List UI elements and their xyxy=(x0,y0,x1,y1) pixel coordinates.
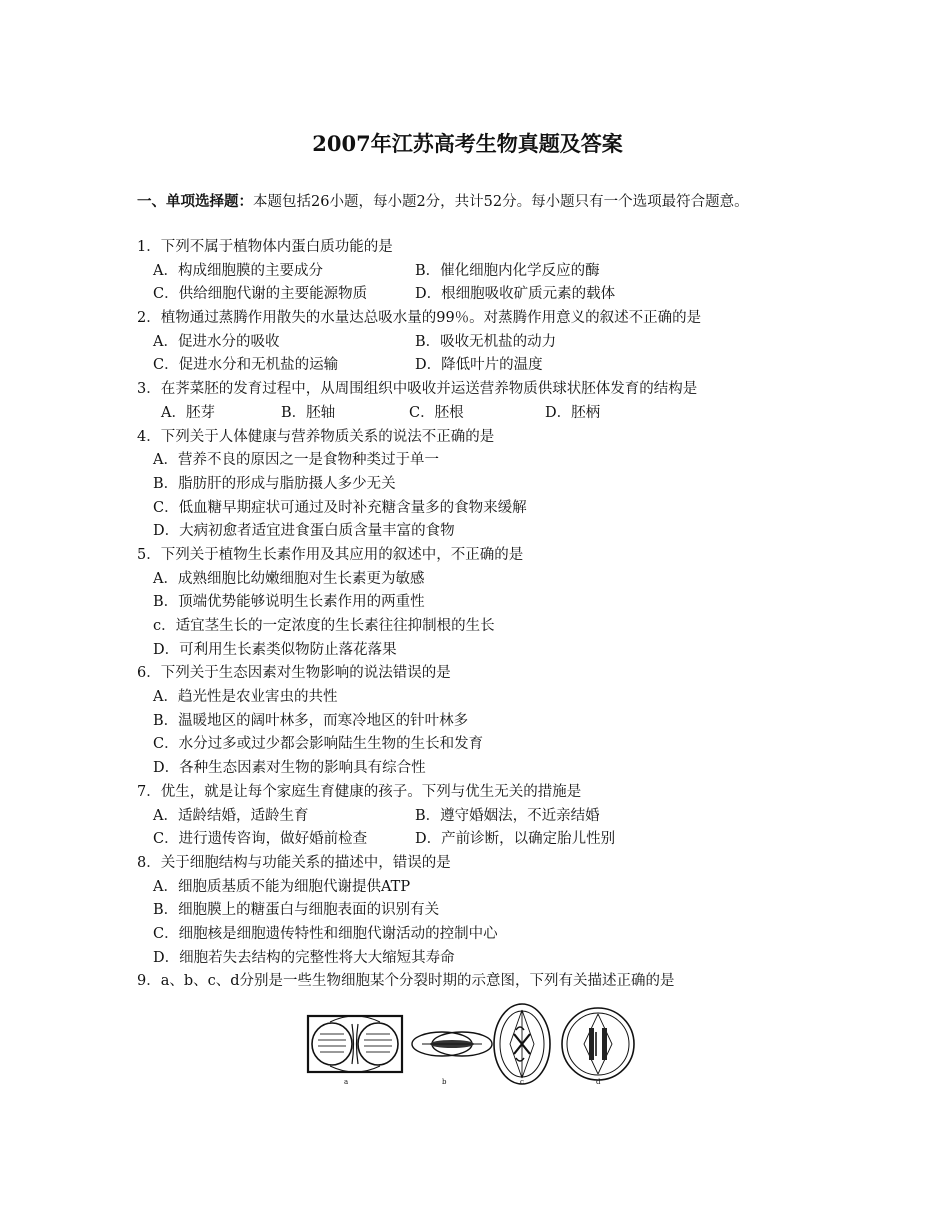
option-row xyxy=(137,733,897,757)
option: B．胚轴 xyxy=(281,404,336,421)
option: D．各种生态因素对生物的影响具有综合性 xyxy=(153,760,426,777)
option: A．成熟细胞比幼嫩细胞对生长素更为敏感 xyxy=(153,570,425,587)
question-stem: 6．下列关于生态因素对生物影响的说法错误的是 xyxy=(137,665,451,682)
option: A．胚芽 xyxy=(161,404,215,421)
option: B．脂肪肝的形成与脂肪摄人多少无关 xyxy=(153,475,396,492)
option: D．降低叶片的温度 xyxy=(415,357,543,374)
section-description: 本题包括26小题，每小题2分，共计52分。每小题只有一个选项最符合题意。 xyxy=(253,194,749,210)
question-stem: 2．植物通过蒸腾作用散失的水量达总吸水量的99％。对蒸腾作用意义的叙述不正确的是 xyxy=(137,310,702,327)
option: C．低血糖早期症状可通过及时补充糖含量多的食物来缓解 xyxy=(153,499,527,516)
option: c．适宜茎生长的一定浓度的生长素往往抑制根的生长 xyxy=(153,618,495,634)
option-row xyxy=(137,260,897,284)
option: D．胚柄 xyxy=(545,404,601,421)
option: C．促进水分和无机盐的运输 xyxy=(153,357,339,374)
option: B．催化细胞内化学反应的酶 xyxy=(415,262,600,279)
option-row xyxy=(137,686,897,710)
question-stem: 8．关于细胞结构与功能关系的描述中，错误的是 xyxy=(137,854,451,871)
option-row xyxy=(137,354,897,378)
figure-label: d xyxy=(596,1078,601,1086)
option: D．根细胞吸收矿质元素的载体 xyxy=(415,286,616,303)
option-row xyxy=(137,449,897,473)
cell-d-diagram xyxy=(562,1008,634,1080)
option-row xyxy=(137,923,897,947)
option: C．水分过多或过少都会影响陆生生物的生长和发育 xyxy=(153,736,484,753)
option: A．促进水分的吸收 xyxy=(153,333,280,350)
option: B．细胞膜上的糖蛋白与细胞表面的识别有关 xyxy=(153,902,440,919)
question-list xyxy=(137,236,897,994)
option-row xyxy=(137,568,897,592)
option-row xyxy=(137,805,897,829)
option-row xyxy=(137,757,897,781)
option-row xyxy=(137,876,897,900)
option: C．细胞核是细胞遗传特性和细胞代谢活动的控制中心 xyxy=(153,925,498,942)
option-row xyxy=(137,283,897,307)
option: C．胚根 xyxy=(409,404,464,421)
option: C．进行遗传咨询，做好婚前检查 xyxy=(153,831,368,848)
option-row xyxy=(137,497,897,521)
question-stem: 5．下列关于植物生长素作用及其应用的叙述中，不正确的是 xyxy=(137,546,524,563)
option-row xyxy=(137,899,897,923)
option: A．趋光性是农业害虫的共性 xyxy=(153,689,338,706)
figure-label: b xyxy=(442,1078,447,1086)
option-row xyxy=(137,615,897,639)
option: B．遵守婚姻法，不近亲结婚 xyxy=(415,807,600,824)
option: C．供给细胞代谢的主要能源物质 xyxy=(153,286,368,303)
option: A．营养不良的原因之一是食物种类过于单一 xyxy=(153,452,439,469)
cell-a-diagram xyxy=(308,1016,402,1072)
option-row xyxy=(137,402,897,426)
section-heading xyxy=(137,190,749,211)
figure-label: a xyxy=(344,1078,349,1086)
cell-c-diagram xyxy=(494,1004,550,1084)
figure-label: c xyxy=(520,1078,524,1086)
section-head: 一、单项选择题： xyxy=(137,193,253,210)
question-stem: 9．a、b、c、d分别是一些生物细胞某个分裂时期的示意图，下列有关描述正确的是 xyxy=(137,973,675,990)
cell-division-figure xyxy=(300,1000,640,1090)
option: B．温暖地区的阔叶林多，而寒冷地区的针叶林多 xyxy=(153,712,469,729)
option-row xyxy=(137,828,897,852)
option: D．大病初愈者适宜进食蛋白质含量丰富的食物 xyxy=(153,523,455,540)
option: A．适龄结婚，适龄生育 xyxy=(153,807,309,824)
option: D．细胞若失去结构的完整性将大大缩短其寿命 xyxy=(153,949,455,966)
cell-b-diagram xyxy=(412,1032,492,1056)
question-stem: 3．在荠菜胚的发育过程中，从周围组织中吸收并运送营养物质供球状胚体发育的结构是 xyxy=(137,381,698,398)
question-stem: 4．下列关于人体健康与营养物质关系的说法不正确的是 xyxy=(137,428,495,445)
option-row xyxy=(137,710,897,734)
option: B．吸收无机盐的动力 xyxy=(415,333,557,350)
option: A．构成细胞膜的主要成分 xyxy=(153,262,323,279)
question-stem: 1．下列不属于植物体内蛋白质功能的是 xyxy=(137,239,393,255)
page-title: 2007年江苏高考生物真题及答案 xyxy=(312,131,623,156)
option-row xyxy=(137,520,897,544)
option-row xyxy=(137,639,897,663)
option: D．产前诊断，以确定胎儿性别 xyxy=(415,831,616,848)
option: A．细胞质基质不能为细胞代谢提供ATP xyxy=(153,878,411,895)
option-row xyxy=(137,591,897,615)
option-row xyxy=(137,947,897,971)
option-row xyxy=(137,331,897,355)
option: B．顶端优势能够说明生长素作用的两重性 xyxy=(153,594,425,611)
option: D．可利用生长素类似物防止落花落果 xyxy=(153,641,397,658)
option-row xyxy=(137,473,897,497)
question-stem: 7．优生，就是让每个家庭生育健康的孩子。下列与优生无关的措施是 xyxy=(137,783,582,800)
